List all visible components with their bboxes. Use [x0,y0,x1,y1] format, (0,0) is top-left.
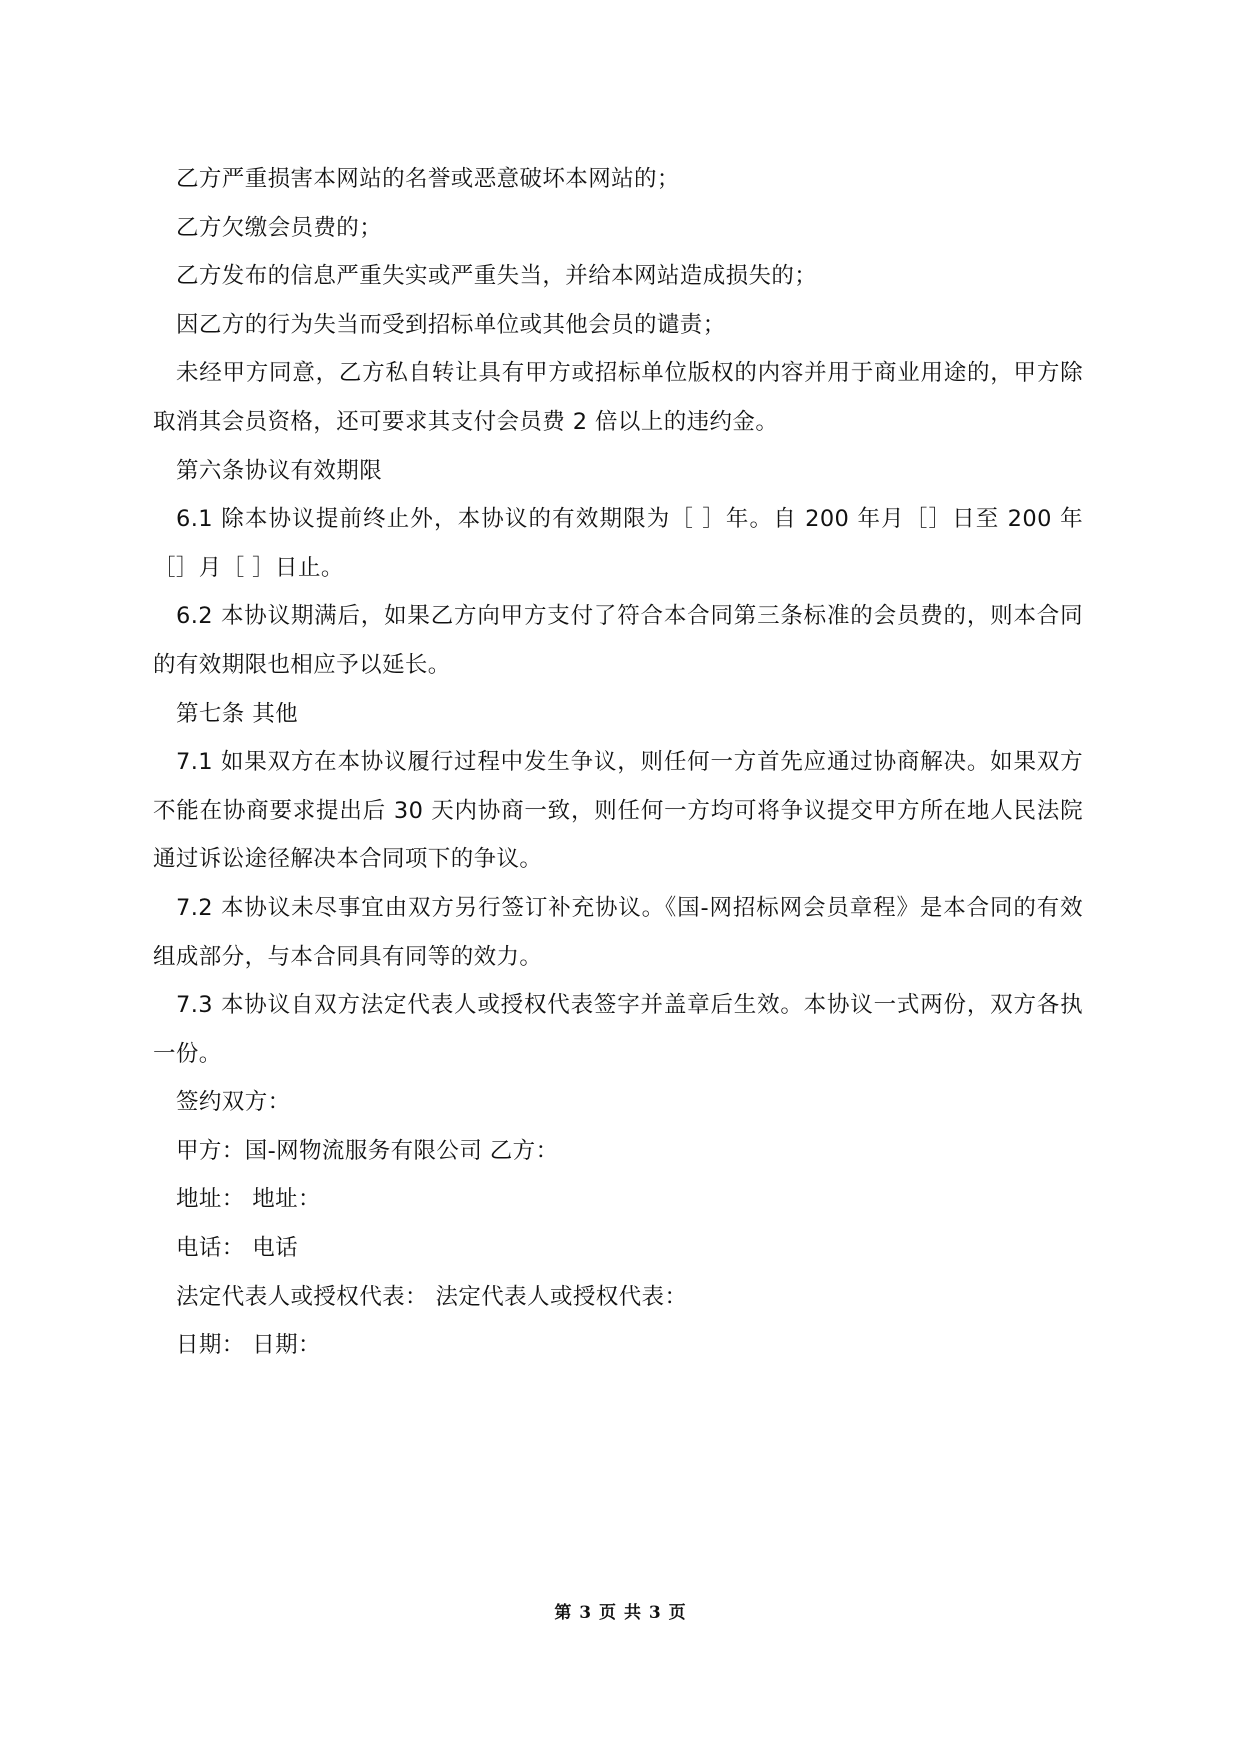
signing-parties-label: 签约双方： [176,1089,291,1116]
address-line: 地址： 地址： [176,1186,321,1213]
page-number-footer: 第 3 页 共 3 页 [554,1603,687,1623]
date-line: 日期： 日期： [176,1332,321,1359]
document-body [153,155,1083,1370]
clause-7-1: 7.1 如果双方在本协议履行过程中发生争议，则任何一方首先应通过协商解决。如果双方不能在协商要求提出后 30 天内协商一致，则任何一方均可将争议提交甲方所在地人民法院通过诉讼途径解决本合同项下的争议。 [153,749,1083,873]
article-7-heading: 第七条 其他 [176,700,299,727]
article-6-heading: 第六条协议有效期限 [176,457,383,484]
clause-6-2: 6.2 本协议期满后，如果乙方向甲方支付了符合本合同第三条标准的会员费的，则本合同的有效期限也相应予以延长。 [153,603,1083,678]
clause-7-2: 7.2 本协议未尽事宜由双方另行签订补充协议。《国-网招标网会员章程》是本合同的有效组成部分，与本合同具有同等的效力。 [153,894,1083,970]
clause-7-3: 7.3 本协议自双方法定代表人或授权代表签字并盖章后生效。本协议一式两份，双方各执一份。 [153,992,1083,1067]
clause-item-unauthorized-transfer: 未经甲方同意，乙方私自转让具有甲方或招标单位版权的内容并用于商业用途的，甲方除取消其会员资格，还可要求其支付会员费 2 倍以上的违约金。 [153,360,1083,435]
clause-6-1: 6.1 除本协议提前终止外，本协议的有效期限为［ ］年。自 200 年月［］日至 200 年［］月［ ］日止。 [153,506,1083,581]
clause-item-reputation-damage: 乙方严重损害本网站的名誉或恶意破坏本网站的； [176,166,680,192]
phone-line: 电话： 电话 [176,1235,299,1262]
party-names-line: 甲方：国-网物流服务有限公司 乙方： [176,1137,559,1164]
representative-line: 法定代表人或授权代表： 法定代表人或授权代表： [176,1283,688,1310]
clause-item-false-info: 乙方发布的信息严重失实或严重失当，并给本网站造成损失的； [176,263,818,290]
clause-item-unpaid-fee: 乙方欠缴会员费的； [176,214,383,241]
clause-item-condemned: 因乙方的行为失当而受到招标单位或其他会员的谴责； [176,311,726,338]
